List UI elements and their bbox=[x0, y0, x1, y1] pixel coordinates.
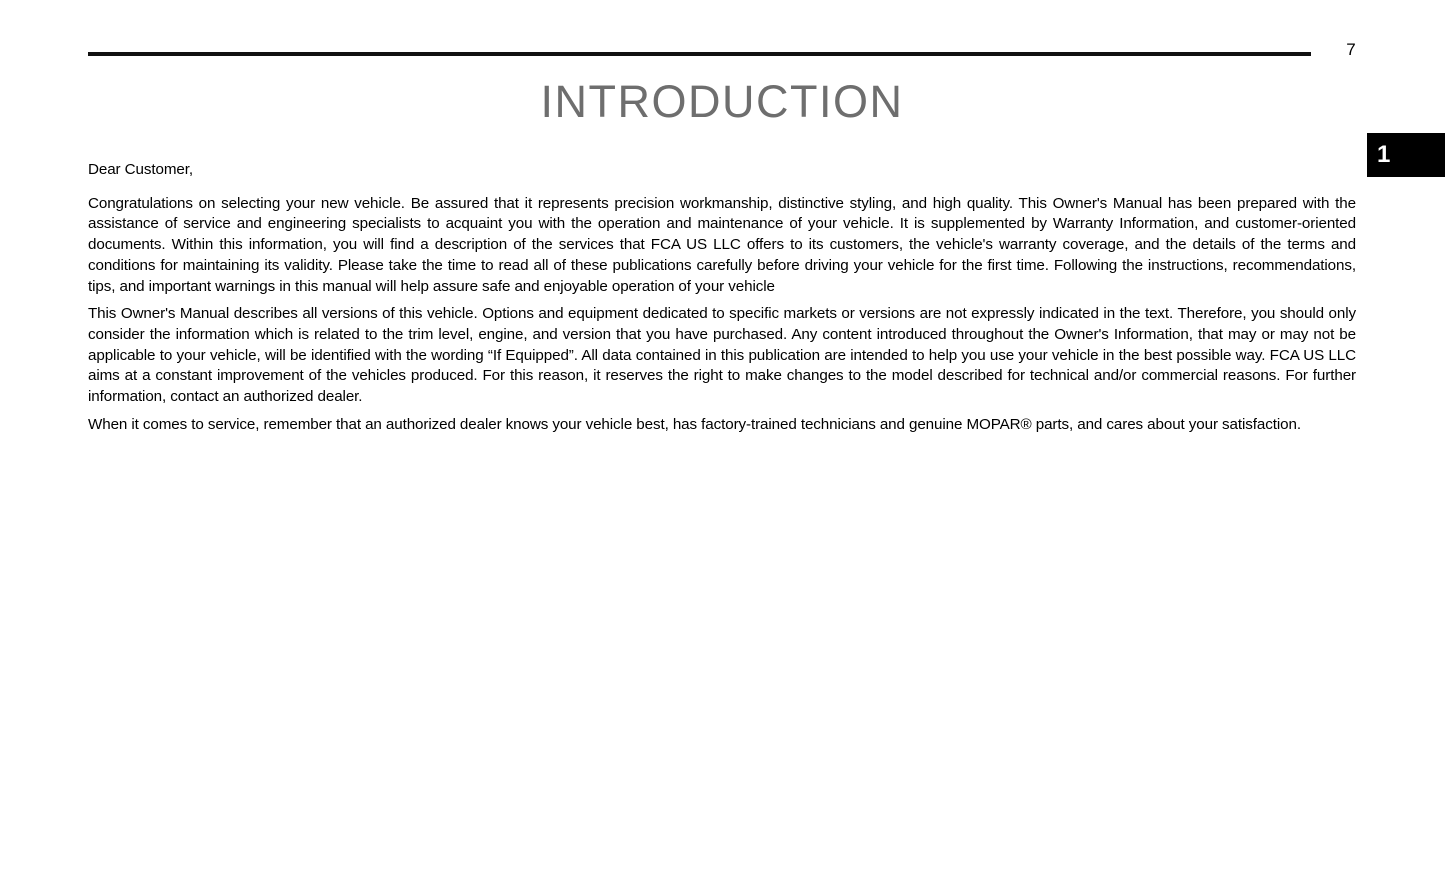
header-rule bbox=[88, 52, 1311, 56]
chapter-tab-label: 1 bbox=[1377, 141, 1391, 168]
chapter-tab bbox=[1367, 133, 1445, 177]
paragraph-service: When it comes to service, remember that an authorized dealer knows your vehicle best, has factory-trained technicians and genuine MOPAR® parts, and cares about your satisfaction. bbox=[88, 415, 1301, 433]
paragraph-congratulations: Congratulations on selecting your new vehicle. Be assured that it represents precision workmanship, distinctive styling, and high quality. This Owner's Manual has been prepared with the assistance of service and engineering specialists to acquaint you with the operation and maintenance of your vehicle. It is supplemented by Warranty Information, and customer-oriented documents. Within this information, you will find a description of the services that FCA US LLC offers to its customers, the vehicle's warranty coverage, and the details of the terms and conditions for maintaining its validity. Please take the time to read all of these publications carefully before driving your vehicle for the first time. Following the instructions, recommendations, tips, and important warnings in this manual will help assure safe and enjoyable operation of your vehicle bbox=[88, 194, 1356, 295]
salutation: Dear Customer, bbox=[88, 161, 193, 178]
chapter-title: INTRODUCTION bbox=[540, 76, 904, 127]
paragraph-versions: This Owner's Manual describes all versions of this vehicle. Options and equipment dedicated to specific markets or versions are not expressly indicated in the text. Therefore, you should only consider the information which is related to the trim level, engine, and version that you have purchased. Any content introduced throughout the Owner's Information, that may or may not be applicable to your vehicle, will be identified with the wording “If Equipped”. All data contained in this publication are intended to help you use your vehicle in the best possible way. FCA US LLC aims at a constant improvement of the vehicles produced. For this reason, it reserves the right to make changes to the model described for technical and/or commercial reasons. For further information, contact an authorized dealer. bbox=[88, 305, 1356, 406]
body-content bbox=[88, 160, 1356, 442]
page-number: 7 bbox=[1346, 40, 1356, 59]
